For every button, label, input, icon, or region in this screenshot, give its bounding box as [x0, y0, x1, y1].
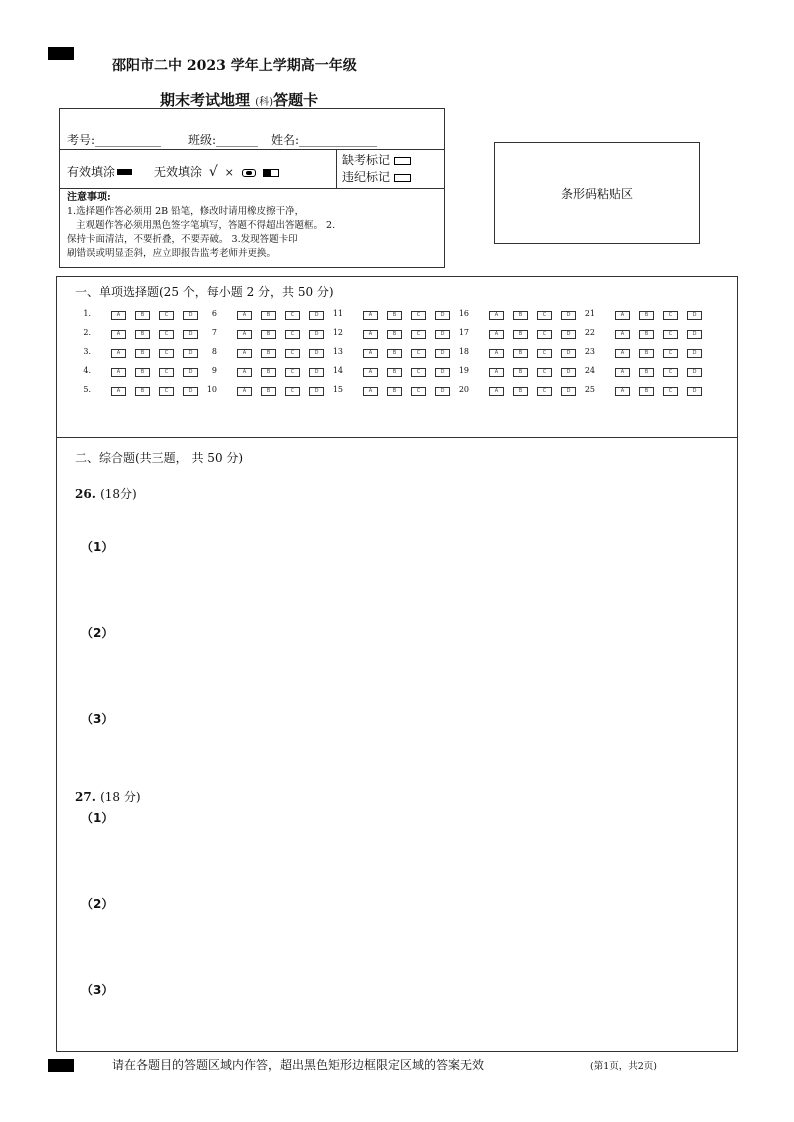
question-label: 8 — [211, 347, 217, 356]
answer-bubble-d[interactable]: D — [183, 349, 198, 358]
q27-part-3[interactable]: （3） — [81, 983, 114, 997]
answer-bubble-b[interactable]: B — [387, 387, 402, 396]
answer-bubble-d[interactable]: D — [183, 387, 198, 396]
answer-bubble-d[interactable]: D — [687, 387, 702, 396]
answer-bubble-c[interactable]: C — [663, 368, 678, 377]
notes-heading: 注意事项: — [67, 192, 111, 203]
answer-bubble-c[interactable]: C — [159, 368, 174, 377]
answer-bubble-b[interactable]: B — [639, 349, 654, 358]
question-label: 12 — [332, 328, 343, 337]
answer-bubble-a[interactable]: A — [615, 349, 630, 358]
answer-bubble-c[interactable]: C — [663, 387, 678, 396]
answer-bubble-a[interactable]: A — [489, 368, 504, 377]
answer-bubble-c[interactable]: C — [411, 330, 426, 339]
answer-bubble-b[interactable]: B — [513, 330, 528, 339]
answer-bubble-a[interactable]: A — [615, 311, 630, 320]
alignment-mark-bottom — [48, 1059, 74, 1072]
answer-bubble-d[interactable]: D — [435, 330, 450, 339]
answer-bubble-c[interactable]: C — [411, 311, 426, 320]
answer-bubble-d[interactable]: D — [183, 311, 198, 320]
answer-bubble-c[interactable]: C — [159, 330, 174, 339]
invalid-fill-label: 无效填涂 — [154, 165, 203, 179]
answer-bubble-d[interactable]: D — [687, 311, 702, 320]
filled-mark-icon — [117, 169, 132, 175]
answer-bubble-b[interactable]: B — [387, 311, 402, 320]
answer-bubble-b[interactable]: B — [135, 387, 150, 396]
answer-bubble-d[interactable]: D — [561, 330, 576, 339]
answer-bubble-a[interactable]: A — [237, 368, 252, 377]
answer-bubble-b[interactable]: B — [387, 330, 402, 339]
question-label: 2. — [83, 328, 91, 337]
barcode-label: 条形码粘贴区 — [560, 186, 633, 201]
answer-bubble-c[interactable]: C — [411, 349, 426, 358]
q27-part-2[interactable]: （2） — [81, 897, 114, 911]
name-field[interactable]: 姓名:_____________ — [271, 133, 378, 147]
answer-bubble-a[interactable]: A — [363, 368, 378, 377]
exam-title-main: 期末考试地理 — [160, 91, 251, 109]
answer-bubble-d[interactable]: D — [183, 330, 198, 339]
answer-bubble-d[interactable]: D — [561, 387, 576, 396]
answer-bubble-c[interactable]: C — [159, 349, 174, 358]
answer-bubble-d[interactable]: D — [309, 330, 324, 339]
answer-bubble-a[interactable]: A — [363, 330, 378, 339]
answer-bubble-b[interactable]: B — [261, 349, 276, 358]
answer-bubble-c[interactable]: C — [537, 349, 552, 358]
answer-bubble-b[interactable]: B — [639, 311, 654, 320]
answer-bubble-d[interactable]: D — [435, 311, 450, 320]
question-label: 13 — [332, 347, 343, 356]
answer-bubble-d[interactable]: D — [309, 311, 324, 320]
check-icon: √ — [208, 164, 218, 180]
page-number: (第1页，共2页) — [590, 1061, 658, 1072]
answer-bubble-b[interactable]: B — [639, 330, 654, 339]
answer-bubble-b[interactable]: B — [261, 387, 276, 396]
answer-bubble-c[interactable]: C — [285, 387, 300, 396]
answer-bubble-b[interactable]: B — [513, 349, 528, 358]
answer-bubble-d[interactable]: D — [183, 368, 198, 377]
answer-bubble-c[interactable]: C — [285, 349, 300, 358]
divider — [336, 150, 337, 188]
answer-bubble-b[interactable]: B — [513, 368, 528, 377]
answer-bubble-c[interactable]: C — [285, 330, 300, 339]
answer-bubble-c[interactable]: C — [537, 330, 552, 339]
answer-bubble-d[interactable]: D — [687, 330, 702, 339]
question-label: 9 — [211, 366, 217, 375]
question-label: 11 — [332, 309, 343, 318]
student-info-box — [59, 108, 445, 268]
half-filled-mark-icon — [263, 169, 279, 177]
answer-bubble-a[interactable]: A — [237, 330, 252, 339]
notes-line: 主观题作答必须用黑色签字笔填写，答题不得超出答题框。 2. — [76, 220, 336, 231]
answer-bubble-c[interactable]: C — [663, 311, 678, 320]
cross-icon: × — [224, 166, 234, 179]
answer-bubble-b[interactable]: B — [261, 311, 276, 320]
answer-bubble-b[interactable]: B — [639, 368, 654, 377]
answer-bubble-a[interactable]: A — [489, 387, 504, 396]
answer-bubble-d[interactable]: D — [561, 311, 576, 320]
answer-bubble-c[interactable]: C — [411, 368, 426, 377]
violation-mark-box[interactable] — [394, 174, 411, 182]
question-label: 21 — [584, 309, 595, 318]
question-label: 3. — [83, 347, 91, 356]
question-26-heading — [75, 485, 137, 502]
answer-bubble-d[interactable]: D — [435, 349, 450, 358]
question-label: 22 — [584, 328, 595, 337]
answer-bubble-a[interactable]: A — [237, 387, 252, 396]
question-label: 19 — [458, 366, 469, 375]
question-label: 6 — [211, 309, 217, 318]
answer-bubble-a[interactable]: A — [615, 330, 630, 339]
student-id-row — [60, 109, 444, 150]
answer-bubble-d[interactable]: D — [309, 349, 324, 358]
violation-mark-label: 违纪标记 — [342, 170, 391, 184]
school-title: 邵阳市二中 2023 学年上学期高一年级 — [112, 58, 357, 74]
answer-bubble-b[interactable]: B — [261, 330, 276, 339]
answer-bubble-c[interactable]: C — [537, 387, 552, 396]
question-label: 7 — [211, 328, 217, 337]
absent-mark-box[interactable] — [394, 157, 411, 165]
answer-bubble-d[interactable]: D — [309, 368, 324, 377]
answer-bubble-b[interactable]: B — [135, 349, 150, 358]
q27-part-1[interactable]: （1） — [81, 811, 114, 825]
exam-title-subject: (科) — [255, 97, 274, 108]
question-label: 15 — [332, 385, 343, 394]
exam-title-end: 答题卡 — [273, 91, 319, 109]
answer-bubble-a[interactable]: A — [363, 349, 378, 358]
absent-mark-label: 缺考标记 — [342, 153, 391, 167]
answer-bubble-a[interactable]: A — [111, 311, 126, 320]
class-field[interactable]: 班级:_______ — [188, 133, 259, 147]
exam-number-field[interactable]: 考号:___________ — [67, 133, 162, 147]
question-label: 4. — [83, 366, 91, 375]
question-label: 1. — [83, 309, 91, 318]
answer-bubble-a[interactable]: A — [489, 311, 504, 320]
answer-area — [56, 276, 738, 1052]
answer-bubble-c[interactable]: C — [285, 368, 300, 377]
fill-example-row — [60, 150, 444, 189]
barcode-area — [494, 142, 700, 244]
answer-bubble-d[interactable]: D — [687, 349, 702, 358]
q26-part-2[interactable]: （2） — [81, 626, 114, 640]
answer-bubble-c[interactable]: C — [411, 387, 426, 396]
answer-bubble-a[interactable]: A — [615, 387, 630, 396]
exam-title — [160, 89, 318, 110]
valid-fill-example — [67, 163, 134, 180]
circled-mark-icon — [242, 169, 256, 177]
answer-bubble-b[interactable]: B — [135, 311, 150, 320]
section2-title: 二、综合题(共三题， 共 50 分) — [75, 451, 244, 465]
notes — [67, 191, 439, 261]
answer-bubble-c[interactable]: C — [285, 311, 300, 320]
question-label: 24 — [584, 366, 595, 375]
question-label: 10 — [206, 385, 217, 394]
answer-bubble-b[interactable]: B — [513, 311, 528, 320]
answer-bubble-a[interactable]: A — [489, 349, 504, 358]
answer-bubble-a[interactable]: A — [111, 368, 126, 377]
answer-bubble-a[interactable]: A — [489, 330, 504, 339]
question-points: (18 分) — [100, 790, 141, 804]
alignment-mark-top — [48, 47, 74, 60]
answer-bubble-c[interactable]: C — [537, 311, 552, 320]
answer-bubble-a[interactable]: A — [363, 311, 378, 320]
answer-bubble-d[interactable]: D — [561, 349, 576, 358]
notes-line: 刷错误或明显歪斜，应立即报告监考老师并更换。 — [67, 248, 277, 259]
answer-bubble-b[interactable]: B — [639, 387, 654, 396]
absent-mark-row — [342, 152, 411, 169]
answer-bubble-b[interactable]: B — [513, 387, 528, 396]
answer-bubble-c[interactable]: C — [663, 349, 678, 358]
answer-bubble-c[interactable]: C — [537, 368, 552, 377]
invalid-fill-example — [154, 163, 279, 180]
answer-bubble-b[interactable]: B — [387, 368, 402, 377]
section1-title: 一、单项选择题(25 个，每小题 2 分，共 50 分) — [75, 285, 334, 299]
answer-bubble-c[interactable]: C — [159, 311, 174, 320]
answer-bubble-d[interactable]: D — [435, 368, 450, 377]
answer-bubble-b[interactable]: B — [387, 349, 402, 358]
q26-part-1[interactable]: （1） — [81, 540, 114, 554]
answer-bubble-a[interactable]: A — [237, 311, 252, 320]
question-27-heading — [75, 788, 141, 805]
answer-bubble-b[interactable]: B — [261, 368, 276, 377]
notes-line: 1.选择题作答必须用 2B 铅笔，修改时请用橡皮擦干净， — [67, 206, 305, 217]
question-points: (18分) — [100, 487, 137, 501]
answer-bubble-b[interactable]: B — [135, 330, 150, 339]
answer-bubble-a[interactable]: A — [363, 387, 378, 396]
question-label: 16 — [458, 309, 469, 318]
valid-fill-label: 有效填涂 — [67, 165, 116, 179]
question-label: 18 — [458, 347, 469, 356]
multiple-choice-section — [57, 277, 737, 438]
answer-bubble-d[interactable]: D — [309, 387, 324, 396]
question-number: 27. — [75, 790, 96, 804]
q26-part-3[interactable]: （3） — [81, 712, 114, 726]
answer-bubble-d[interactable]: D — [687, 368, 702, 377]
special-marks — [342, 152, 411, 186]
answer-bubble-c[interactable]: C — [663, 330, 678, 339]
answer-bubble-a[interactable]: A — [615, 368, 630, 377]
question-label: 14 — [332, 366, 343, 375]
answer-bubble-d[interactable]: D — [435, 387, 450, 396]
question-label: 20 — [458, 385, 469, 394]
question-label: 5. — [83, 385, 91, 394]
footer-warning: 请在各题目的答题区域内作答，超出黑色矩形边框限定区域的答案无效 — [112, 1058, 485, 1072]
answer-bubble-c[interactable]: C — [159, 387, 174, 396]
answer-bubble-a[interactable]: A — [111, 330, 126, 339]
question-label: 17 — [458, 328, 469, 337]
answer-bubble-a[interactable]: A — [237, 349, 252, 358]
notes-line: 保持卡面清洁，不要折叠，不要弄破。 3.发现答题卡印 — [67, 234, 298, 245]
violation-mark-row — [342, 169, 411, 186]
answer-bubble-a[interactable]: A — [111, 387, 126, 396]
answer-bubble-a[interactable]: A — [111, 349, 126, 358]
question-label: 25 — [584, 385, 595, 394]
answer-bubble-b[interactable]: B — [135, 368, 150, 377]
question-number: 26. — [75, 487, 96, 501]
answer-bubble-d[interactable]: D — [561, 368, 576, 377]
question-label: 23 — [584, 347, 595, 356]
